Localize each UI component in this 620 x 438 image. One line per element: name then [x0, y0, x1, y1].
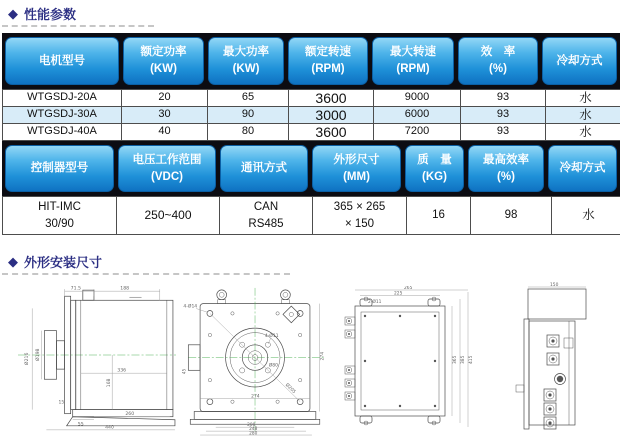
dim-label: Ø216 — [25, 352, 31, 366]
table-cell: 98 — [471, 197, 551, 234]
table-cell: WTGSDJ-30A — [3, 107, 121, 123]
header-cell-rated-speed: 额定转速 (RPM) — [288, 37, 368, 85]
table-cell: 水 — [546, 90, 620, 106]
table-cell: 90 — [208, 107, 288, 123]
header-cell-max-speed: 最大转速 (RPM) — [372, 37, 454, 85]
header-cell-efficiency: 效 率 (%) — [458, 37, 538, 85]
dim-label: Ø198 — [35, 348, 41, 362]
table-cell: 93 — [461, 107, 545, 123]
dim-label: 55 — [77, 422, 84, 428]
dim-label: 150 — [550, 283, 559, 288]
header-cell-max-efficiency: 最高效率 (%) — [468, 145, 544, 192]
dim-label: 440 — [105, 425, 114, 431]
dim-label: Ø205 — [284, 382, 297, 396]
dim-label: 188 — [120, 286, 130, 292]
table-cell: 水 — [546, 107, 620, 123]
table-cell: 365 × 265 × 150 — [313, 197, 406, 234]
dim-label: 365 — [453, 355, 458, 364]
dim-label: 200 — [247, 423, 256, 429]
dim-label: 415 — [469, 355, 474, 364]
dim-label: 265 — [404, 286, 413, 292]
table-cell: 93 — [461, 90, 545, 106]
dim-label: 336 — [117, 368, 127, 374]
header-cell-rated-power: 额定功率 (KW) — [123, 37, 204, 85]
dim-label: 2-Ø11 — [368, 300, 382, 305]
dim-label: 260 — [125, 412, 135, 418]
table-cell: 水 — [546, 124, 620, 140]
motor-table-body — [2, 89, 620, 141]
section-title-text: 外形安装尺寸 — [24, 255, 103, 270]
table-cell: 3600 — [289, 90, 373, 106]
dim-label: 385 — [461, 355, 466, 364]
dim-label: 225 — [394, 291, 403, 297]
table-cell: 20 — [122, 90, 207, 106]
table-cell: WTGSDJ-20A — [3, 90, 121, 106]
dim-label: 280 — [249, 431, 258, 437]
table-cell: 9000 — [374, 90, 460, 106]
controller-end-view-drawing — [498, 281, 616, 436]
header-cell-motor-model: 电机型号 — [5, 37, 119, 85]
section-title-dimensions — [8, 252, 102, 271]
section-title-text: 性能参数 — [24, 7, 77, 22]
controller-table-header — [2, 141, 620, 196]
diamond-icon: ◆ — [8, 254, 18, 269]
dim-label: 15 — [58, 400, 65, 406]
controller-table-body — [2, 196, 620, 235]
table-cell: 250~400 — [117, 197, 219, 234]
motor-front-view-drawing — [182, 284, 330, 437]
dim-label: 248 — [249, 427, 258, 433]
dim-label: 71.5 — [70, 286, 82, 292]
table-cell: 水 — [552, 197, 620, 234]
dim-label: Ø80 — [268, 363, 279, 369]
table-cell: 7200 — [374, 124, 460, 140]
controller-table — [2, 141, 620, 235]
dashed-divider — [2, 273, 290, 275]
header-cell-dimensions: 外形尺寸 (MM) — [312, 145, 401, 192]
table-cell: 3600 — [289, 124, 373, 140]
table-cell: 3000 — [289, 107, 373, 123]
table-cell: 40 — [122, 124, 207, 140]
table-cell: 16 — [407, 197, 470, 234]
diamond-icon: ◆ — [8, 6, 18, 21]
header-cell-cooling: 冷却方式 — [542, 37, 617, 85]
section-title-performance — [8, 4, 76, 23]
motor-side-view-drawing — [16, 284, 178, 434]
table-cell: CAN RS485 — [220, 197, 312, 234]
dim-label: 45 — [182, 368, 188, 375]
table-cell: 6000 — [374, 107, 460, 123]
table-cell: 80 — [208, 124, 288, 140]
dim-label: 274 — [320, 351, 326, 361]
dim-label: 4-Ø14 — [183, 304, 198, 310]
header-cell-cooling2: 冷却方式 — [548, 145, 617, 192]
controller-face-view-drawing — [340, 286, 478, 433]
motor-table-header — [2, 33, 620, 89]
table-cell: HIT-IMC 30/90 — [3, 197, 116, 234]
header-cell-communication: 通讯方式 — [220, 145, 308, 192]
header-cell-voltage-range: 电压工作范围 (VDC) — [118, 145, 216, 192]
dim-label: 274 — [251, 394, 260, 400]
header-cell-controller-model: 控制器型号 — [5, 145, 114, 192]
table-cell: WTGSDJ-40A — [3, 124, 121, 140]
header-cell-mass: 质 量 (KG) — [405, 145, 464, 192]
table-cell: 65 — [208, 90, 288, 106]
dim-label: 168 — [107, 378, 113, 388]
dim-label: 4-Ø11 — [264, 333, 279, 339]
dashed-divider — [2, 25, 154, 27]
table-cell: 30 — [122, 107, 207, 123]
header-cell-max-power: 最大功率 (KW) — [208, 37, 284, 85]
motor-table — [2, 33, 620, 141]
table-cell: 93 — [461, 124, 545, 140]
